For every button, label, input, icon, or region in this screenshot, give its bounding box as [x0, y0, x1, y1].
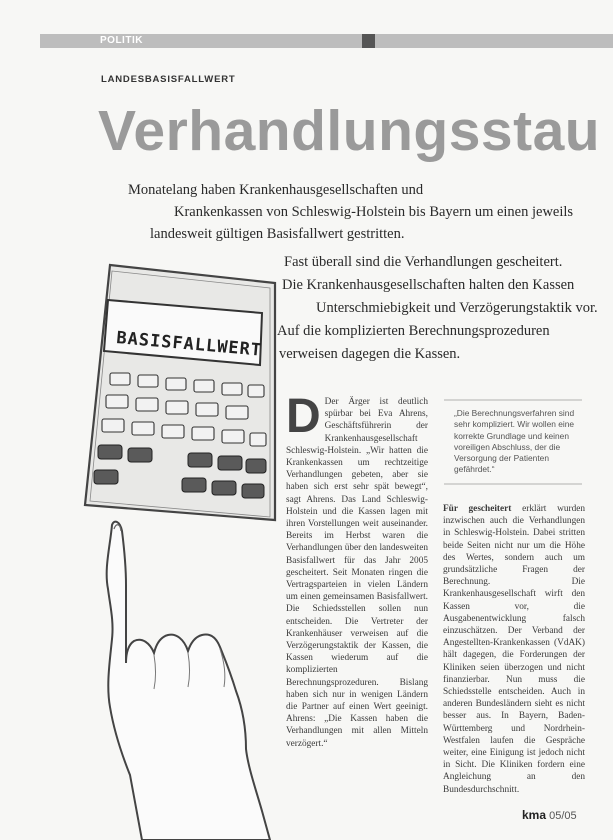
magazine-brand: kma: [522, 808, 547, 822]
lead-in: Für gescheitert: [443, 504, 512, 514]
page-footer: [522, 808, 577, 822]
lede-line: Krankenkassen von Schleswig-Holstein bis Bayern um einen jeweils: [174, 204, 574, 220]
article-headline: Verhandlungsstau: [98, 99, 601, 163]
lede-line: Monatelang haben Krankenhausgesellschaften und: [128, 182, 424, 198]
body-text: Der Ärger ist deutlich spürbar bei Eva Ahrens, Geschäftsführerin der Krankenhausgesellschaft Schleswig-Holstein. „Wir hatten die Krankenkassen um rechtzeitige Verhandlungen gebeten, aber sie haben sich erst sehr spät bewegt“, sagt Ahrens. Das Land Schleswig-Holstein und die Kassen lagen mit ihren Vorstellungen weit auseinander. Bereits im Herbst waren die Verhandlungen über den landesweiten Basisfallwert für das Jahr 2005 gescheitert. Seit Monaten ringen die Vertragsparteien in vielen Ländern um einen gemeinsamen Basisfallwert. Die Schiedsstellen sollen nun entscheiden. Die Vertreter der Krankenhäuser verweisen auf die Verzögerungstaktik der Kassen, die Kassen wiederum auf die komplizierten Berechnungsprozeduren. Bislang haben sich nur in wenigen Ländern die Partner auf einen Wert geeinigt. Ahrens: „Die Kassen haben die Verhandlungen mit allen Mitteln verzögert.“: [286, 397, 428, 749]
lede-line: Unterschmiebigkeit und Verzögerungstaktik vor.: [316, 300, 598, 316]
lede-line: landesweit gültigen Basisfallwert gestritten.: [150, 226, 405, 242]
pull-quote: „Die Berechnungsverfahren sind sehr kompliziert. Wir wollen eine korrekte Grundlage und keinen voreiligen Abschluss, der die Versorgung der Patienten gefährdet.“: [454, 408, 575, 475]
lede-line: Die Krankenhausgesellschaften halten den Kassen: [282, 277, 575, 293]
drop-cap: D: [286, 390, 321, 443]
body-text: erklärt wurden inzwischen auch die Verhandlungen in Schleswig-Holstein. Dabei stritten beide Seiten nicht nur um die Höhe des Wertes, sondern auch um grundsätzliche Fragen der Berechnung. Die Krankenhausgesellschaft wirft den Kassen vor, die Ausgabenentwicklung falsch einzuschätzen. Der Verband der Angestellten-Krankenkassen (VdAK) hält dagegen, die Forderungen der Kliniken seien überzogen und nicht finanzierbar. Nun muss die Schiedsstelle entscheiden. Auch in anderen Bundesländern sieht es nicht besser aus. In Bayern, Baden-Württemberg und Nordrhein-Westfalen laufen die Gespräche weiter, eine Einigung ist jedoch nicht in Sicht. Die Kliniken fordern eine Angleichung an den Bundesdurchschnitt.: [443, 504, 585, 795]
article-kicker: LANDESBASISFALLWERT: [101, 74, 236, 85]
body-column-2: [443, 503, 585, 796]
calculator-display-text: BASISFALLWERT: [115, 328, 263, 361]
calculator-with-pointing-hand-icon: [85, 265, 275, 840]
calculator-illustration: [70, 255, 300, 840]
lede-line: Auf die komplizierten Berechnungsprozeduren: [277, 323, 550, 339]
lede-line: Fast überall sind die Verhandlungen gescheitert.: [284, 254, 563, 270]
issue-number: 05/05: [549, 810, 577, 822]
body-column-1: [286, 390, 428, 750]
section-bar-marker: [362, 34, 375, 48]
section-label: POLITIK: [100, 35, 143, 46]
lede-line: verweisen dagegen die Kassen.: [279, 346, 461, 362]
